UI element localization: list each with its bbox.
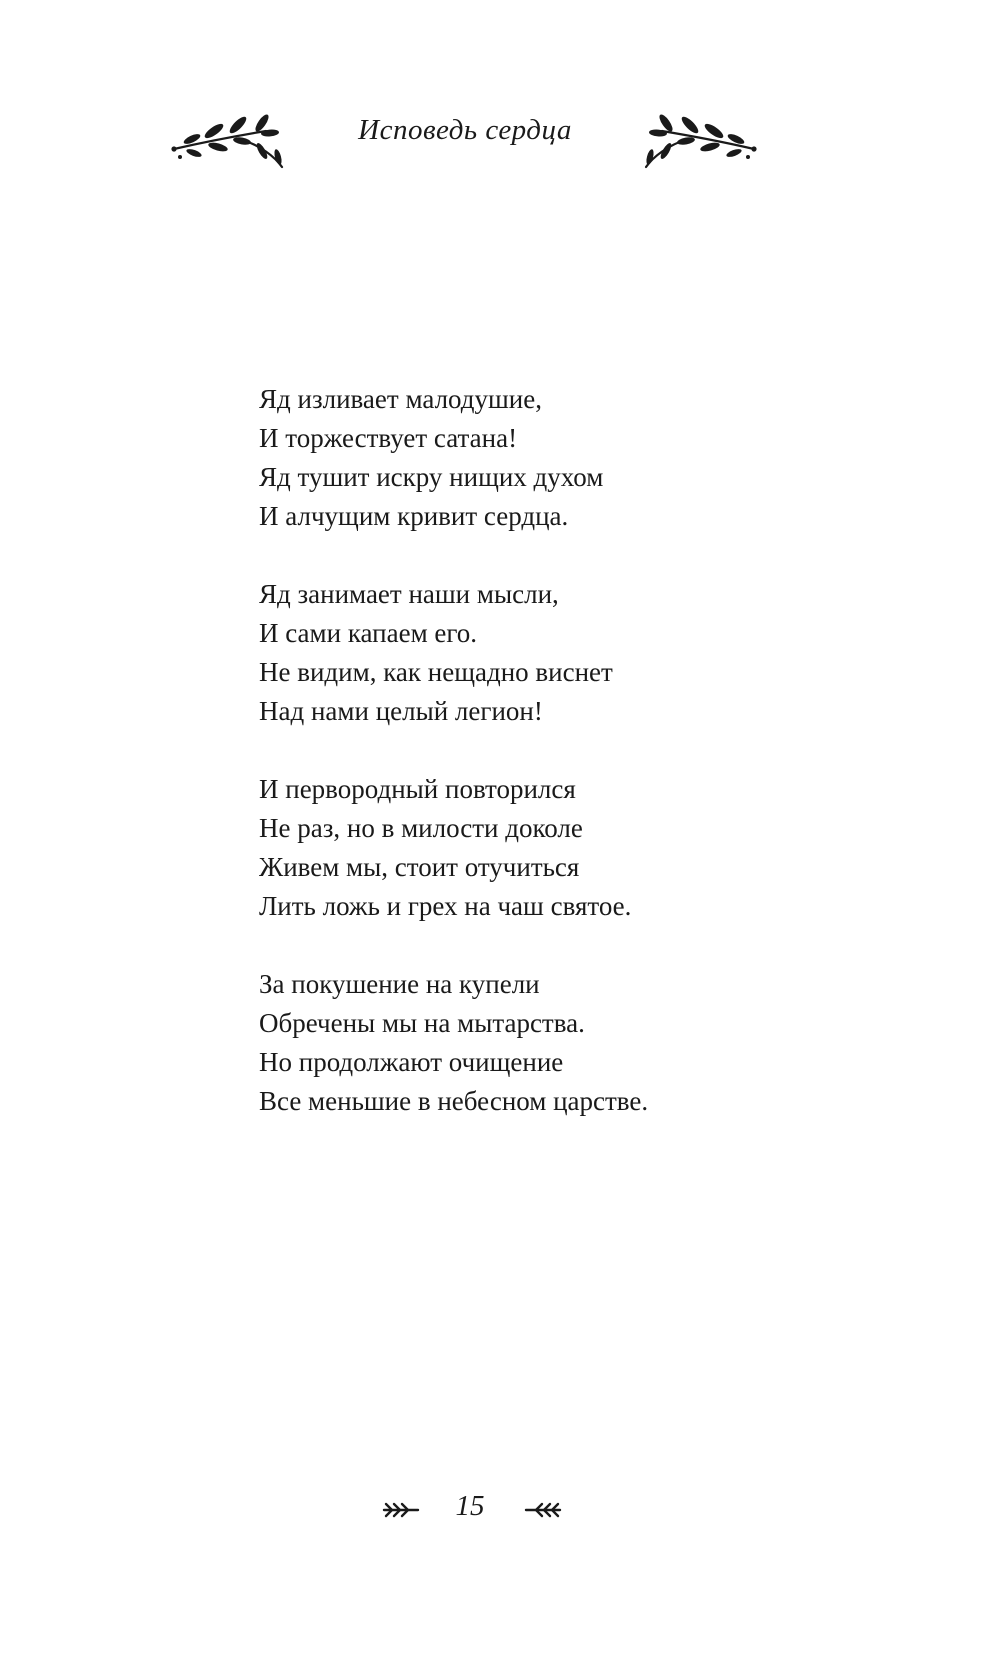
poem-body [259,380,859,1121]
poem-line: И алчущим кривит сердца. [259,501,569,531]
poem-line: Не раз, но в милости доколе [259,813,583,843]
stanza [259,770,859,926]
laurel-branch-icon [170,105,300,171]
running-header [0,100,1000,170]
stanza [259,380,859,536]
poem-line: Обречены мы на мытарства. [259,1008,585,1038]
poem-line: Над нами целый легион! [259,696,543,726]
arrow-fletching-icon [522,1500,562,1520]
stanza [259,965,859,1121]
running-title: Исповедь сердца [358,114,572,146]
poem-line: За покушение на купели [259,969,540,999]
poem-line: Яд изливает малодушие, [259,384,542,414]
stanza [259,575,859,731]
poem-line: Яд занимает наши мысли, [259,579,559,609]
poem-line: Не видим, как нещадно виснет [259,657,613,687]
poem-line: Лить ложь и грех на чаш святое. [259,891,632,921]
page-number: 15 [455,1490,485,1522]
poem-line: И первородный повторился [259,774,576,804]
poem-line: И сами капаем его. [259,618,478,648]
poem-line: И торжествует сатана! [259,423,518,453]
poem-line: Живем мы, стоит отучиться [259,852,580,882]
page-footer [0,1490,1000,1530]
poem-line: Яд тушит искру нищих духом [259,462,604,492]
arrow-fletching-icon [382,1500,422,1520]
poem-line: Все меньшие в небесном царстве. [259,1086,649,1116]
poem-line: Но продолжают очищение [259,1047,564,1077]
laurel-branch-icon [628,105,758,171]
